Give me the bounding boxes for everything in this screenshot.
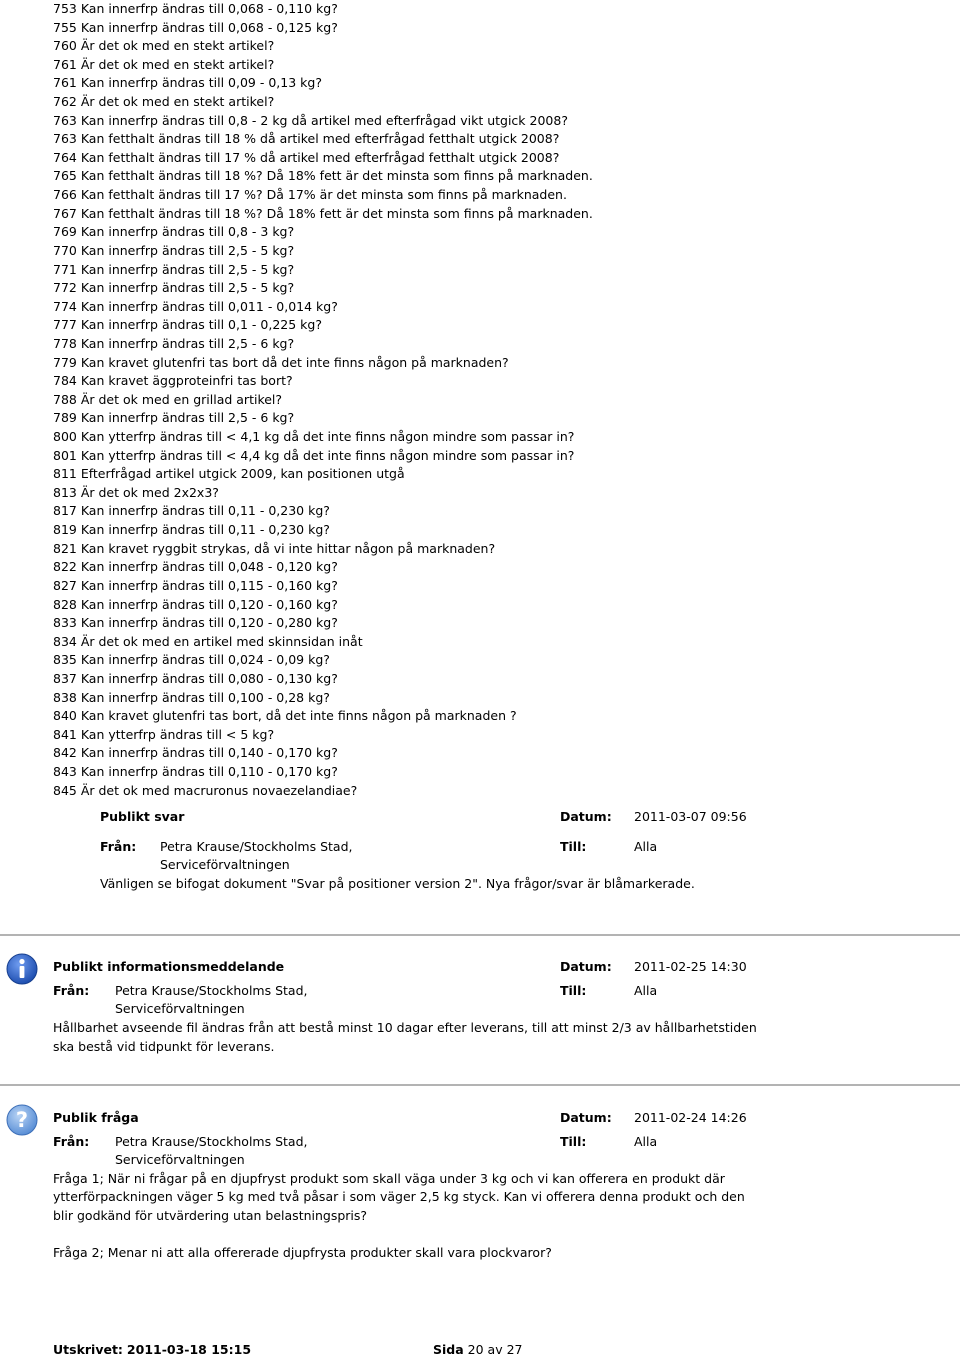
answer-from-line2: Serviceförvaltningen [160,857,290,872]
question-line: 777 Kan innerfrp ändras till 0,1 - 0,225 kg? [53,317,322,333]
info-to: Alla [634,983,658,998]
footer-page: Sida 20 av 27 [433,1342,523,1357]
question-title: Publik fråga [53,1110,139,1125]
info-date-label: Datum: [560,959,612,974]
info-from-line1: Petra Krause/Stockholms Stad, [115,983,308,998]
question-line: 837 Kan innerfrp ändras till 0,080 - 0,130 kg? [53,670,338,686]
question-to-label: Till: [560,1134,587,1149]
question-line: 753 Kan innerfrp ändras till 0,068 - 0,110 kg? [53,1,338,16]
question-line: 833 Kan innerfrp ändras till 0,120 - 0,280 kg? [53,615,338,631]
question-from-label: Från: [53,1134,90,1149]
question-line: 843 Kan innerfrp ändras till 0,110 - 0,170 kg? [53,763,338,779]
separator [0,1084,960,1086]
question-line: 817 Kan innerfrp ändras till 0,11 - 0,230 kg? [53,503,330,519]
question-line: 828 Kan innerfrp ändras till 0,120 - 0,160 kg? [53,596,338,612]
question-line: 761 Kan innerfrp ändras till 0,09 - 0,13 kg? [53,75,322,91]
question-body-line3: blir godkänd för utvärdering utan belastningspris? [53,1208,368,1223]
info-title: Publikt informationsmeddelande [53,959,285,974]
svg-text:?: ? [15,1108,29,1132]
question-line: 838 Kan innerfrp ändras till 0,100 - 0,28 kg? [53,689,330,705]
question-line: 813 Är det ok med 2x2x3? [53,484,219,500]
question-line: 840 Kan kravet glutenfri tas bort, då det inte finns någon på marknaden ? [53,708,517,724]
separator [0,934,960,936]
question-line: 769 Kan innerfrp ändras till 0,8 - 3 kg? [53,224,295,240]
question-line: 845 Är det ok med macruronus novaezelandiae? [53,782,358,798]
question-line: 819 Kan innerfrp ändras till 0,11 - 0,230 kg? [53,522,330,538]
question-line: 767 Kan fetthalt ändras till 18 %? Då 18% fett är det minsta som finns på marknaden. [53,205,593,221]
info-from-label: Från: [53,983,90,998]
question-line: 821 Kan kravet ryggbit strykas, då vi inte hittar någon på marknaden? [53,540,496,556]
question-body-line1: Fråga 1; När ni frågar på en djupfryst produkt som skall väga under 3 kg och vi kan offerera en produkt där [53,1171,725,1186]
answer-date-label: Datum: [560,809,612,824]
question-line: 811 Efterfrågad artikel utgick 2009, kan positionen utgå [53,466,405,482]
question-icon [6,1104,38,1139]
question-line: 801 Kan ytterfrp ändras till < 4,4 kg då det inte finns någon mindre som passar in? [53,447,575,463]
info-body-line2: ska bestå vid tidpunkt för leverans. [53,1039,275,1054]
question-line: 766 Kan fetthalt ändras till 17 %? Då 17% är det minsta som finns på marknaden. [53,187,567,203]
question-line: 827 Kan innerfrp ändras till 0,115 - 0,160 kg? [53,577,338,593]
question-date: 2011-02-24 14:26 [634,1110,747,1125]
answer-body: Vänligen se bifogat dokument "Svar på positioner version 2". Nya frågor/svar är blåmarkerade. [100,876,695,891]
question-from-line1: Petra Krause/Stockholms Stad, [115,1134,308,1149]
info-date: 2011-02-25 14:30 [634,959,747,974]
question-line: 789 Kan innerfrp ändras till 2,5 - 6 kg? [53,410,295,426]
question-line: 760 Är det ok med en stekt artikel? [53,38,275,54]
question-line: 762 Är det ok med en stekt artikel? [53,94,275,110]
question-line: 822 Kan innerfrp ändras till 0,048 - 0,120 kg? [53,559,338,575]
question-line: 778 Kan innerfrp ändras till 2,5 - 6 kg? [53,335,295,351]
question-line: 834 Är det ok med en artikel med skinnsidan inåt [53,633,363,649]
answer-to: Alla [634,839,658,854]
footer-printed: Utskrivet: 2011-03-18 15:15 [53,1342,252,1357]
question-date-label: Datum: [560,1110,612,1125]
question-line: 774 Kan innerfrp ändras till 0,011 - 0,014 kg? [53,298,338,314]
question-line: 800 Kan ytterfrp ändras till < 4,1 kg då det inte finns någon mindre som passar in? [53,429,575,445]
question-line: 763 Kan fetthalt ändras till 18 % då artikel med efterfrågad fetthalt utgick 2008? [53,131,560,147]
info-to-label: Till: [560,983,587,998]
question-line: 788 Är det ok med en grillad artikel? [53,391,283,407]
info-icon [6,953,38,988]
question-to: Alla [634,1134,658,1149]
question-line: 761 Är det ok med en stekt artikel? [53,56,275,72]
question-line: 835 Kan innerfrp ändras till 0,024 - 0,09 kg? [53,652,330,668]
question-list [53,0,933,800]
question-line: 779 Kan kravet glutenfri tas bort då det inte finns någon på marknaden? [53,354,509,370]
question-line: 841 Kan ytterfrp ändras till < 5 kg? [53,726,275,742]
answer-to-label: Till: [560,839,587,854]
question-body-line4: Fråga 2; Menar ni att alla offererade djupfrysta produkter skall vara plockvaror? [53,1245,552,1260]
info-body-line1: Hållbarhet avseende fil ändras från att bestå minst 10 dagar efter leverans, till att minst 2/3 av hållbarhetstiden [53,1020,757,1035]
question-line: 771 Kan innerfrp ändras till 2,5 - 5 kg? [53,261,295,277]
question-line: 784 Kan kravet äggproteinfri tas bort? [53,373,293,389]
question-line: 763 Kan innerfrp ändras till 0,8 - 2 kg då artikel med efterfrågad vikt utgick 2008? [53,112,568,128]
question-line: 772 Kan innerfrp ändras till 2,5 - 5 kg? [53,280,295,296]
question-line: 765 Kan fetthalt ändras till 18 %? Då 18% fett är det minsta som finns på marknaden. [53,168,593,184]
answer-title: Publikt svar [100,809,185,824]
question-line: 764 Kan fetthalt ändras till 17 % då artikel med efterfrågad fetthalt utgick 2008? [53,149,560,165]
question-line: 755 Kan innerfrp ändras till 0,068 - 0,125 kg? [53,19,338,35]
question-from-line2: Serviceförvaltningen [115,1152,245,1167]
answer-from-line1: Petra Krause/Stockholms Stad, [160,839,353,854]
info-from-line2: Serviceförvaltningen [115,1001,245,1016]
answer-date: 2011-03-07 09:56 [634,809,747,824]
question-line: 842 Kan innerfrp ändras till 0,140 - 0,170 kg? [53,745,338,761]
answer-from-label: Från: [100,839,137,854]
question-line: 770 Kan innerfrp ändras till 2,5 - 5 kg? [53,242,295,258]
question-body-line2: ytterförpackningen väger 5 kg med två påsar i som väger 2,5 kg styck. Kan vi offerera denna produkt och den [53,1189,745,1204]
